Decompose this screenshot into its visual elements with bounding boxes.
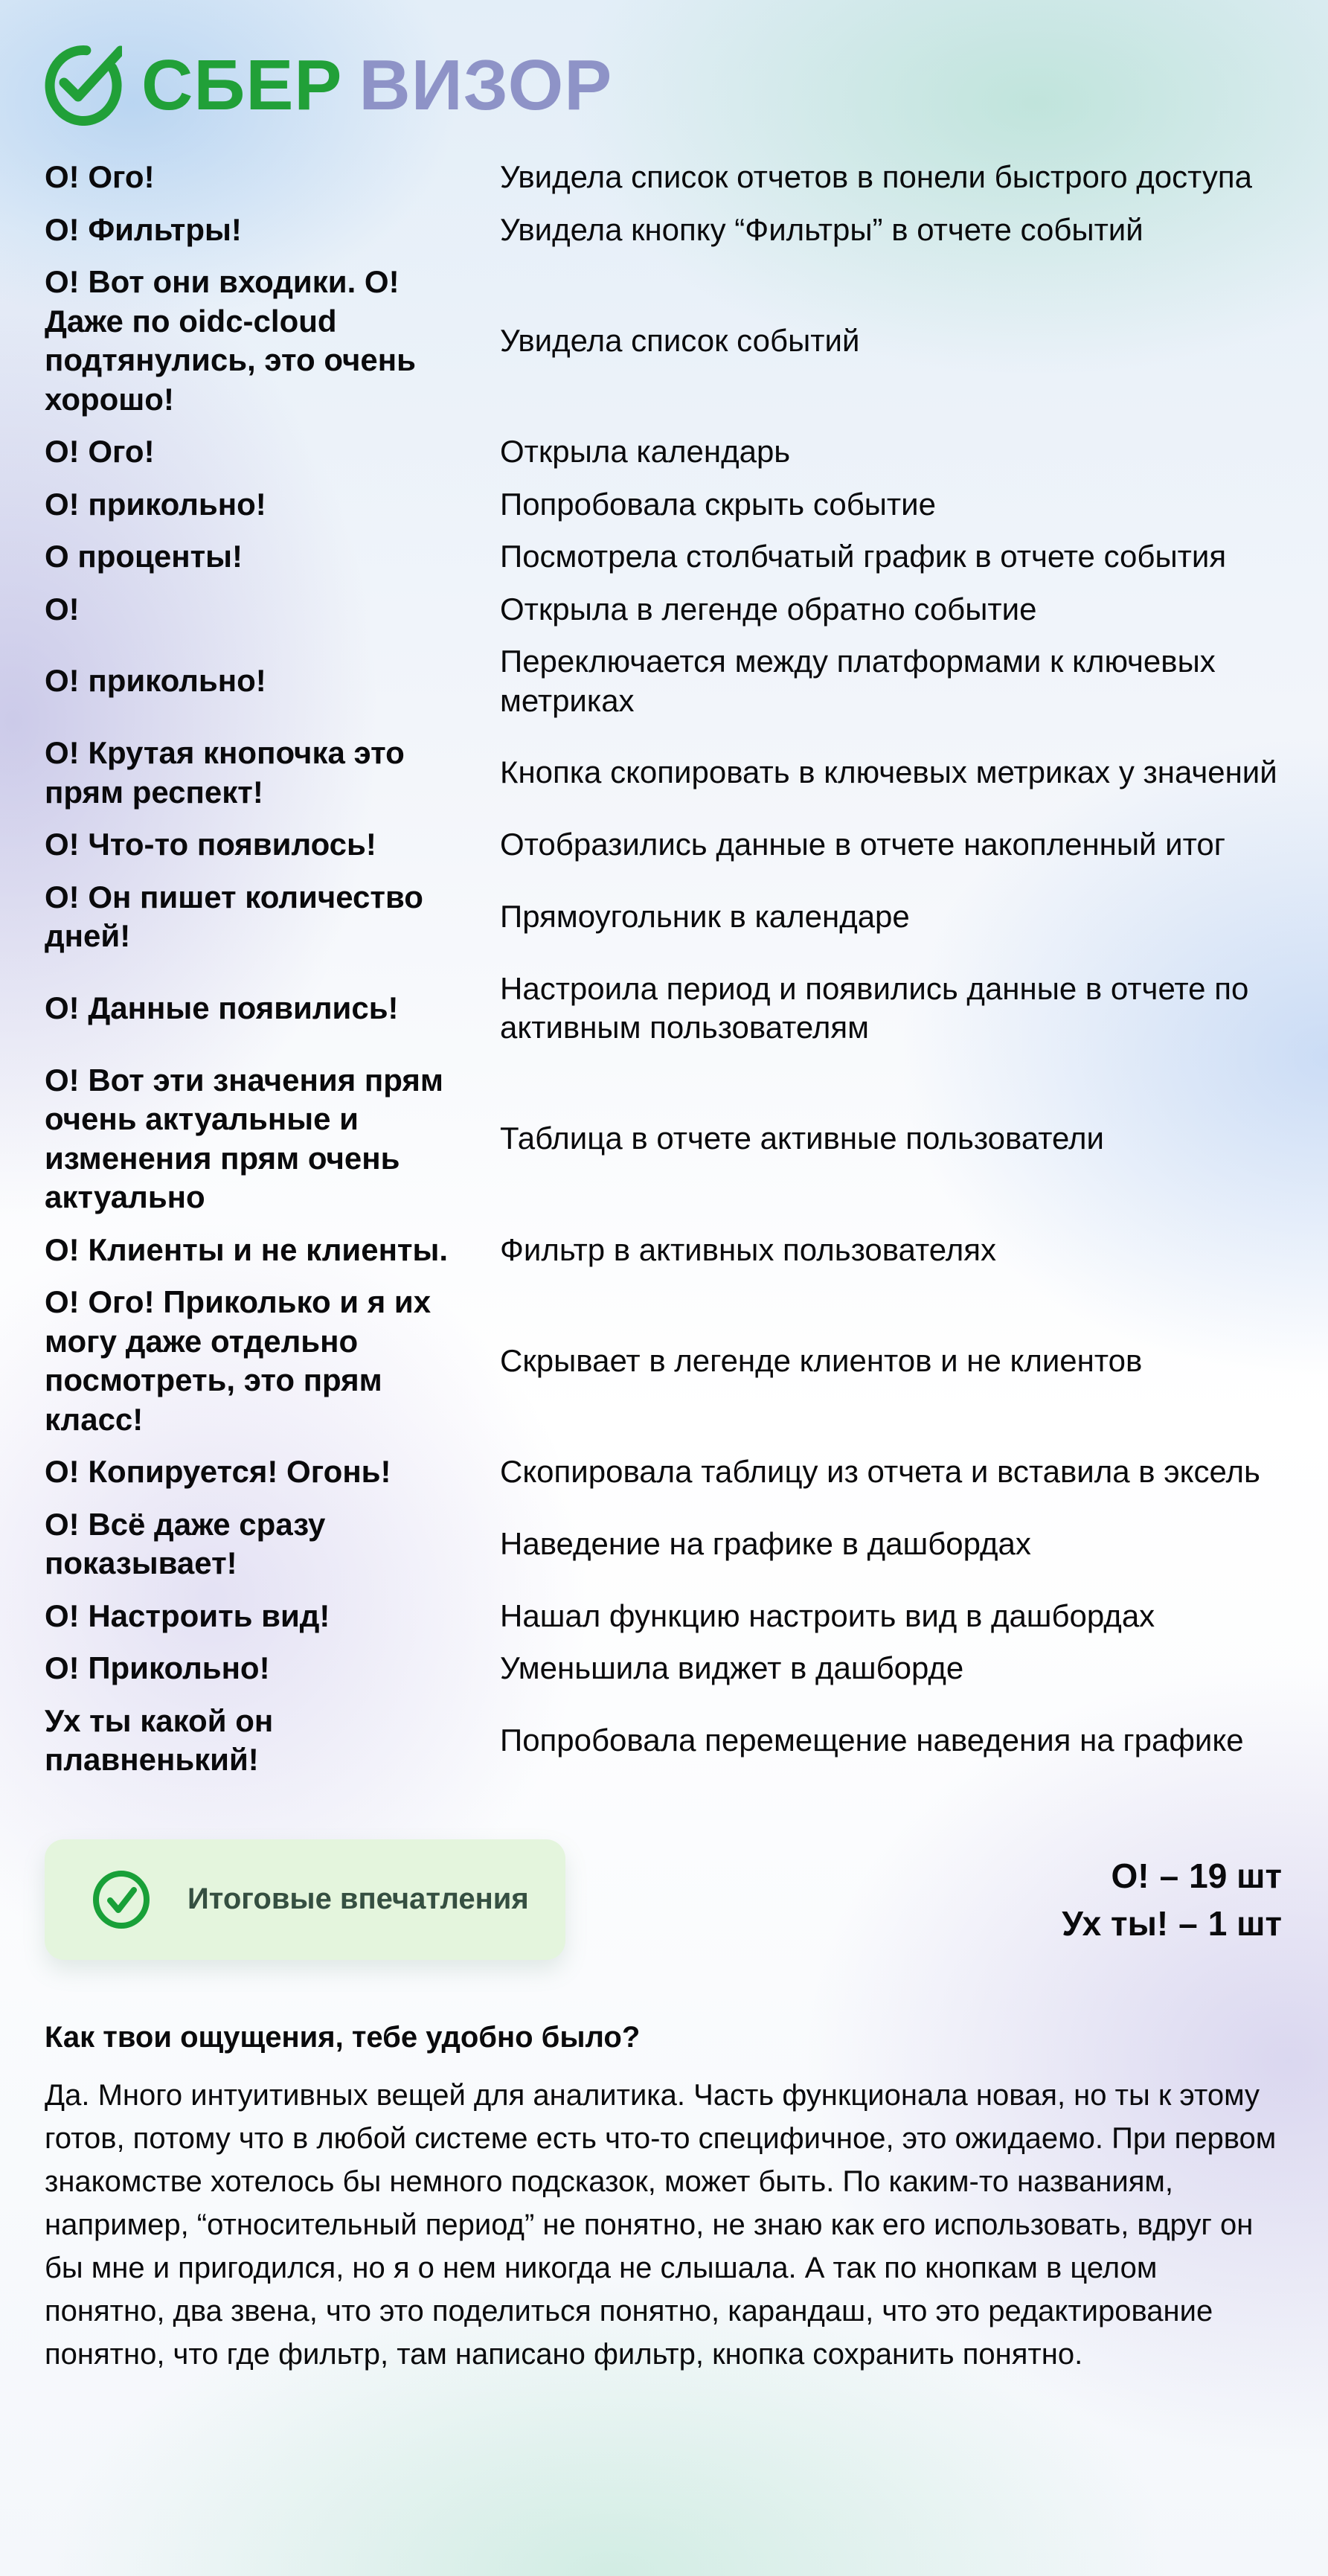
reaction-label: О! Крутая кнопочка это прям респект! — [45, 735, 405, 810]
reaction-label: О! Что-то появилось! — [45, 827, 376, 862]
reaction-row — [45, 263, 1283, 419]
reaction-counts — [1062, 1856, 1283, 1944]
count-name: Ух ты! — [1062, 1903, 1169, 1943]
reaction-note: Увидела список отчетов в понели быстрого доступа — [500, 159, 1252, 194]
reaction-note: Нашал функцию настроить вид в дашбордах — [500, 1598, 1155, 1633]
reaction-row — [45, 1283, 1283, 1439]
reaction-row — [45, 642, 1283, 720]
reaction-row — [45, 590, 1283, 629]
qa-section — [45, 2021, 1283, 2376]
reaction-row — [45, 537, 1283, 577]
reaction-label: О! Вот они входики. О! Даже по oidc-cloud подтянулись, это очень хорошо! — [45, 264, 416, 417]
reaction-label: О! прикольно! — [45, 663, 266, 699]
reaction-label: О! Фильтры! — [45, 211, 242, 247]
reaction-note: Открыла календарь — [500, 434, 791, 469]
reaction-row — [45, 1649, 1283, 1688]
sber-logo-icon — [45, 45, 122, 126]
reaction-note: Увидела кнопку “Фильтры” в отчете событий — [500, 211, 1143, 247]
reaction-row — [45, 1061, 1283, 1217]
reaction-note: Уменьшила виджет в дашборде — [500, 1650, 964, 1685]
reaction-label: О! Он пишет количество дней! — [45, 879, 423, 953]
reaction-note: Настроила период и появились данные в отчете по активным пользователям — [500, 970, 1249, 1045]
reaction-label: О! прикольно! — [45, 486, 266, 522]
reaction-row — [45, 825, 1283, 865]
count-dash: – — [1178, 1903, 1198, 1943]
reaction-row — [45, 734, 1283, 812]
reaction-row — [45, 878, 1283, 956]
reaction-note: Попробовала скрыть событие — [500, 486, 936, 522]
reaction-note: Кнопка скопировать в ключевых метриках у значений — [500, 754, 1277, 790]
count-line — [1062, 1903, 1282, 1944]
reaction-label: О! — [45, 591, 80, 627]
reaction-label: О проценты! — [45, 539, 243, 574]
logo-brand-text: СБЕР — [141, 45, 343, 125]
reaction-label: О! Прикольно! — [45, 1650, 270, 1685]
reaction-note: Посмотрела столбчатый график в отчете события — [500, 539, 1227, 574]
reaction-label: О! Ого! — [45, 434, 155, 469]
count-dash: – — [1159, 1856, 1179, 1895]
reactions-table — [45, 158, 1283, 1780]
reaction-label: О! Ого! Приколько и я их могу даже отдельно посмотреть, это прям класс! — [45, 1284, 432, 1437]
reaction-note: Наведение на графике в дашбордах — [500, 1525, 1031, 1561]
reaction-note: Открыла в легенде обратно событие — [500, 591, 1037, 627]
reaction-note: Фильтр в активных пользователях — [500, 1231, 996, 1267]
reaction-label: О! Копируется! Огонь! — [45, 1454, 391, 1489]
reaction-note: Переключается между платформами к ключевых метриках — [500, 644, 1216, 718]
reaction-note: Таблица в отчете активные пользователи — [500, 1121, 1104, 1156]
count-value: 1 шт — [1207, 1903, 1282, 1943]
reaction-note: Отобразились данные в отчете накопленный итог — [500, 827, 1226, 862]
reaction-row — [45, 1452, 1283, 1492]
count-line — [1111, 1856, 1282, 1896]
summary-badge — [45, 1839, 565, 1960]
reaction-note: Прямоугольник в календаре — [500, 898, 910, 934]
reaction-label: О! Вот эти значения прям очень актуальные и изменения прям очень актуально — [45, 1062, 443, 1214]
reaction-row — [45, 485, 1283, 525]
count-value: 19 шт — [1189, 1856, 1282, 1895]
summary-badge-label: Итоговые впечатления — [187, 1883, 529, 1915]
reaction-note: Увидела список событий — [500, 322, 860, 358]
reaction-label: О! Всё даже сразу показывает! — [45, 1506, 326, 1580]
summary-section — [45, 1839, 1283, 1960]
reaction-row — [45, 1505, 1283, 1583]
logo-wordmark — [141, 45, 612, 126]
question-text: Как твои ощущения, тебе удобно было? — [45, 2020, 641, 2054]
reaction-row — [45, 1231, 1283, 1270]
reaction-label: О! Ого! — [45, 159, 155, 194]
reaction-label: О! Настроить вид! — [45, 1598, 330, 1633]
count-name: О! — [1111, 1856, 1149, 1895]
reaction-note: Попробовала перемещение наведения на графике — [500, 1722, 1244, 1758]
reaction-row — [45, 158, 1283, 197]
logo-product-text: ВИЗОР — [359, 45, 613, 125]
reaction-row — [45, 1702, 1283, 1780]
answer-text: Да. Много интуитивных вещей для аналитика. Часть функционала новая, но ты к этому готов, потому что в любой системе есть что-то специфичное, это ожидаемо. При первом знакомстве хотелось бы немного подсказок, может быть. По каким-то названиям, например, “относительный период” не понятно, не знаю как его использовать, вдруг он бы мне и пригодился, но я о нем никогда не слышала. А так по кнопкам в целом понятно, два звена, что это поделиться понятно, карандаш, что это редактирование понятно, что где фильтр, там написано фильтр, кнопка сохранить понятно. — [45, 2078, 1277, 2371]
reaction-label: Ух ты какой он плавненький! — [45, 1702, 274, 1777]
reaction-label: О! Клиенты и не клиенты. — [45, 1231, 449, 1267]
reaction-note: Скопировала таблицу из отчета и вставила в эксель — [500, 1454, 1260, 1489]
reaction-label: О! Данные появились! — [45, 990, 399, 1025]
reaction-row — [45, 1597, 1283, 1636]
reaction-row — [45, 211, 1283, 250]
reaction-note: Скрывает в легенде клиентов и не клиентов — [500, 1342, 1143, 1378]
reaction-row — [45, 970, 1283, 1048]
check-circle-icon — [91, 1871, 152, 1929]
logo — [45, 45, 1283, 126]
reaction-row — [45, 432, 1283, 472]
